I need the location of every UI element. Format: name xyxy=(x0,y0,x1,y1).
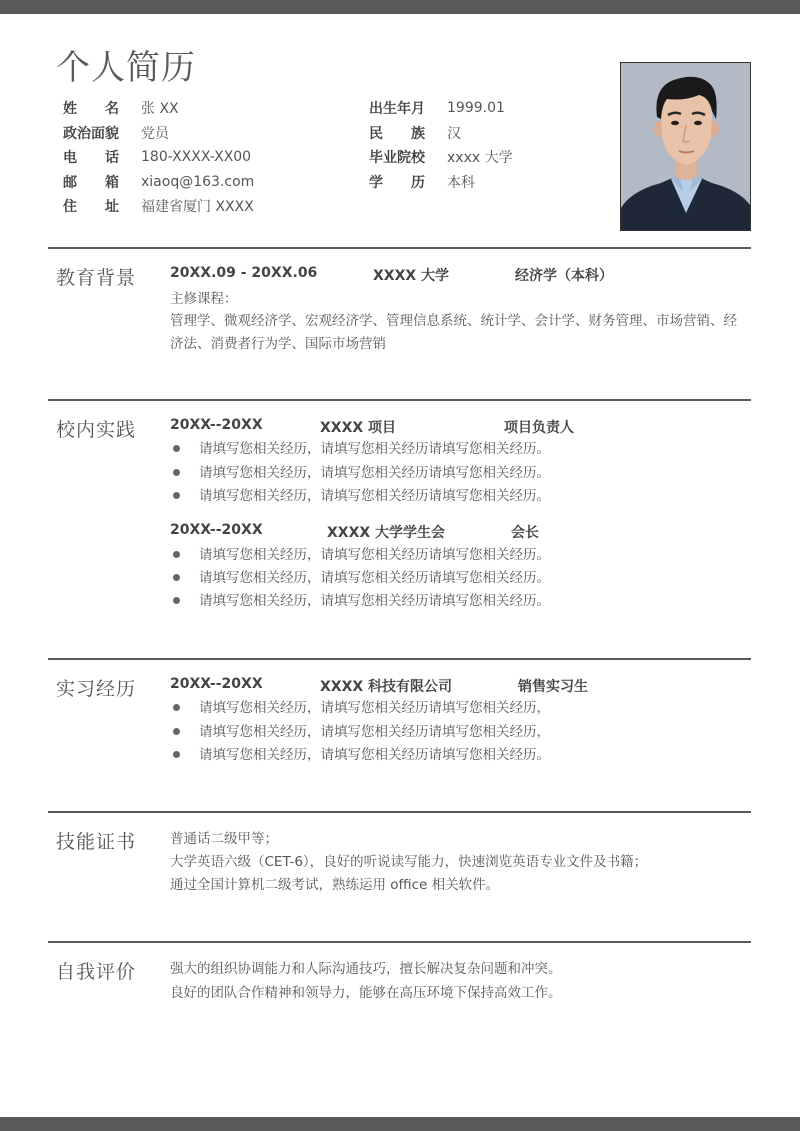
bottom-bar xyxy=(0,1117,800,1131)
personal-info-right xyxy=(369,96,513,194)
info-value: xiaoq@163.com xyxy=(141,173,255,190)
section-title: 实习经历 xyxy=(56,678,137,700)
info-row-school xyxy=(369,145,513,170)
profile-photo xyxy=(620,62,751,231)
list-item: 请填写您相关经历，请填写您相关经历请填写您相关经历。 xyxy=(170,745,550,765)
section-self-evaluation xyxy=(48,941,751,1091)
info-value: xxxx 大学 xyxy=(447,150,513,167)
info-label: 毕业院校 xyxy=(369,150,425,167)
section-title: 教育背景 xyxy=(56,267,137,289)
portrait-icon xyxy=(621,63,751,231)
personal-info-left xyxy=(63,96,254,219)
info-label: 民族 xyxy=(369,125,425,142)
entry-org: XXXX 大学学生会 xyxy=(327,525,446,541)
info-value: 党员 xyxy=(141,125,169,142)
info-value: 本科 xyxy=(447,174,475,191)
education-major: 经济学（本科） xyxy=(515,268,613,284)
info-row-birth xyxy=(369,96,513,121)
info-value: 福建省厦门 XXXX xyxy=(141,199,254,216)
courses-list: 管理学、微观经济学、宏观经济学、管理信息系统、统计学、会计学、财务管理、市场营销、经济法、消费者行为学、国际市场营销 xyxy=(170,313,737,352)
entry-date: 20XX--20XX xyxy=(170,417,263,433)
list-item: 请填写您相关经历，请填写您相关经历请填写您相关经历。 xyxy=(170,568,550,588)
section-campus xyxy=(48,399,751,657)
list-item: 请填写您相关经历，请填写您相关经历请填写您相关经历。 xyxy=(170,463,550,483)
info-row-political xyxy=(63,121,254,146)
entry-role: 会长 xyxy=(511,525,539,541)
list-item: 良好的团队合作精神和领导力，能够在高压环境下保持高效工作。 xyxy=(170,985,562,1001)
education-school: XXXX 大学 xyxy=(373,268,450,284)
entry-date: 20XX--20XX xyxy=(170,676,263,692)
list-item: 请填写您相关经历，请填写您相关经历请填写您相关经历。 xyxy=(170,545,550,565)
list-item: 请填写您相关经历，请填写您相关经历请填写您相关经历， xyxy=(170,722,550,742)
info-label: 住址 xyxy=(63,199,119,216)
entry-role: 销售实习生 xyxy=(518,679,588,695)
education-date: 20XX.09 - 20XX.06 xyxy=(170,265,318,281)
info-label: 学历 xyxy=(369,174,425,191)
entry-date: 20XX--20XX xyxy=(170,522,263,538)
info-label: 邮箱 xyxy=(63,174,119,191)
info-value: 180-XXXX-XX00 xyxy=(141,149,252,166)
info-value: 1999.01 xyxy=(447,100,505,117)
info-value: 张 XX xyxy=(141,101,179,118)
section-education xyxy=(48,247,751,397)
info-value: 汉 xyxy=(447,125,461,142)
entry-org: XXXX 科技有限公司 xyxy=(320,679,453,695)
info-label: 电话 xyxy=(63,150,119,167)
entry-org: XXXX 项目 xyxy=(320,420,397,436)
courses-label: 主修课程： xyxy=(170,291,238,307)
list-item: 大学英语六级（CET-6），良好的听说读写能力，快速浏览英语专业文件及书籍； xyxy=(170,854,648,870)
info-row-name xyxy=(63,96,254,121)
section-internship xyxy=(48,658,751,810)
section-title: 技能证书 xyxy=(56,831,137,853)
info-row-degree xyxy=(369,170,513,195)
entry-role: 项目负责人 xyxy=(504,420,574,436)
list-item: 请填写您相关经历，请填写您相关经历请填写您相关经历， xyxy=(170,698,550,718)
section-skills xyxy=(48,811,751,941)
info-label: 出生年月 xyxy=(369,101,425,118)
info-row-address xyxy=(63,194,254,219)
list-item: 强大的组织协调能力和人际沟通技巧，擅长解决复杂问题和冲突。 xyxy=(170,961,562,977)
info-label: 政治面貌 xyxy=(63,125,119,142)
list-item: 普通话二级甲等； xyxy=(170,831,278,847)
info-row-ethnicity xyxy=(369,121,513,146)
info-row-email xyxy=(63,170,254,195)
list-item: 请填写您相关经历，请填写您相关经历请填写您相关经历。 xyxy=(170,591,550,611)
page-title: 个人简历 xyxy=(56,48,196,88)
list-item: 请填写您相关经历，请填写您相关经历请填写您相关经历。 xyxy=(170,486,550,506)
section-title: 自我评价 xyxy=(56,961,137,983)
info-label: 姓名 xyxy=(63,101,119,118)
list-item: 通过全国计算机二级考试，熟练运用 office 相关软件。 xyxy=(170,877,500,893)
info-row-phone xyxy=(63,145,254,170)
top-bar xyxy=(0,0,800,14)
list-item: 请填写您相关经历，请填写您相关经历请填写您相关经历。 xyxy=(170,439,550,459)
section-title: 校内实践 xyxy=(56,419,137,441)
